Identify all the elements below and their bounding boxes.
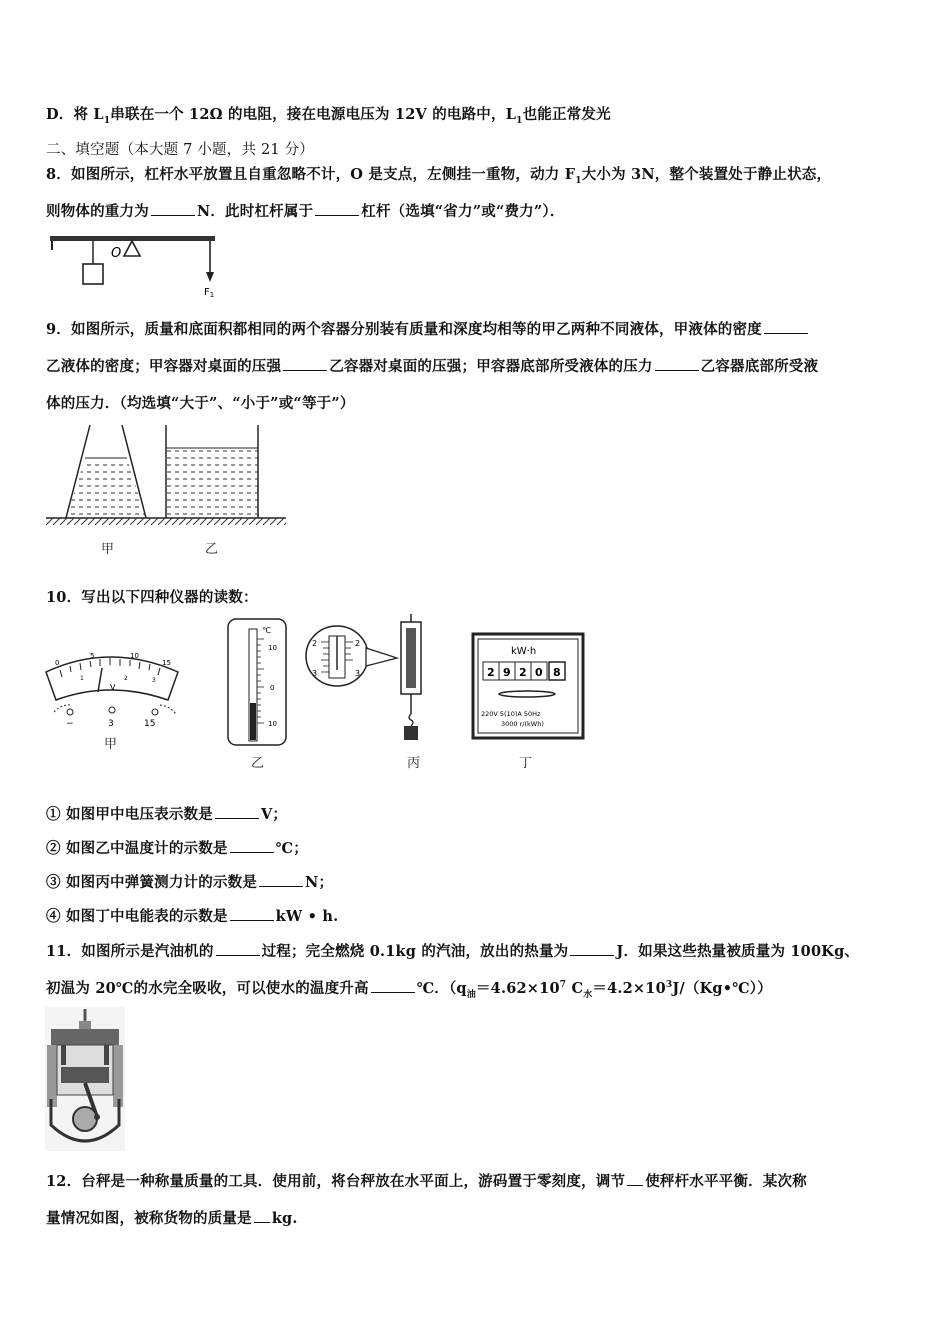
answer-blank[interactable]	[371, 980, 415, 993]
option-d-line: D．将 $L_1$串联在一个 12Ω 的电阻，接在电源电压为 12V 的电路中，$L_1$也能正常发光	[46, 106, 611, 126]
fulcrum-label: O	[111, 246, 122, 261]
answer-blank[interactable]	[627, 1173, 643, 1186]
answer-blank[interactable]	[254, 1210, 270, 1223]
svg-text:3000 r/(kWh): 3000 r/(kWh)	[501, 720, 544, 728]
q12-line1: 12．台秤是一种称量质量的工具．使用前，将台秤放在水平面上，游码置于零刻度，调节 使秤杆水平平衡．某次称	[46, 1173, 807, 1190]
container-jia	[66, 425, 146, 518]
meter-unit: kW·h	[511, 646, 537, 657]
lever-figure	[46, 228, 221, 298]
q9-line2: 乙液体的密度；甲容器对桌面的压强 乙容器对桌面的压强；甲容器底部所受液体的压力 乙容器底部所受液	[46, 358, 819, 375]
weight-box	[83, 264, 103, 284]
svg-text:220V 5(10)A 50Hz: 220V 5(10)A 50Hz	[481, 710, 541, 718]
q11-line2: 初温为 20℃的水完全吸收，可以使水的温度升高 ℃．（$q_油=4.62\times 10^7$ $C_水=4.2\times 10^3J/(Kg•℃)$）	[46, 980, 772, 1000]
q9-line1: 9．如图所示，质量和底面积都相同的两个容器分别装有质量和深度均相等的甲乙两种不同液体，甲液体的密度	[46, 318, 810, 339]
svg-text:3: 3	[355, 669, 361, 678]
svg-text:15: 15	[162, 659, 171, 667]
answer-blank[interactable]	[216, 943, 260, 956]
svg-text:0: 0	[55, 659, 60, 667]
caption-bing: 丙	[407, 756, 421, 771]
svg-text:5: 5	[90, 652, 95, 660]
meter-disc	[499, 691, 555, 697]
svg-text:℃: ℃	[262, 626, 271, 635]
svg-text:2: 2	[487, 666, 495, 679]
thermometer-column	[250, 703, 256, 740]
voltmeter-face	[46, 657, 178, 700]
answer-blank[interactable]	[570, 943, 614, 956]
svg-text:10: 10	[268, 720, 277, 728]
thermometer-figure	[226, 617, 290, 747]
spring-scale-figure	[305, 614, 445, 744]
svg-text:10: 10	[268, 644, 277, 652]
crankshaft	[73, 1107, 97, 1131]
svg-text:10: 10	[130, 652, 139, 660]
cylinder-head	[51, 1029, 119, 1045]
engine-figure	[45, 1007, 125, 1151]
caption-jia: 甲	[104, 737, 118, 752]
caption-yi: 乙	[205, 542, 219, 557]
svg-text:3: 3	[152, 677, 156, 684]
answer-blank[interactable]	[655, 358, 699, 371]
caption-jia: 甲	[101, 542, 115, 557]
svg-text:−: −	[66, 719, 74, 729]
force-label: $F_1$	[204, 287, 215, 298]
answer-blank[interactable]	[230, 840, 274, 853]
spark-plug	[79, 1021, 91, 1029]
fulcrum	[124, 241, 140, 256]
q10-answer-4: ④ 如图丁中电能表的示数是 kW • h.	[46, 908, 339, 925]
svg-text:1: 1	[80, 675, 84, 682]
svg-text:3: 3	[312, 669, 318, 678]
svg-text:8: 8	[553, 666, 561, 679]
container-yi	[166, 425, 258, 518]
svg-text:2: 2	[312, 639, 318, 648]
hanging-weight	[404, 726, 418, 740]
q8-line1: 8．如图所示，杠杆水平放置且自重忽略不计，O 是支点，左侧挂一重物，动力 $F_1$大小为 3N，整个装置处于静止状态，	[46, 166, 832, 186]
caption-ding: 丁	[519, 756, 533, 771]
answer-blank[interactable]	[283, 358, 327, 371]
svg-text:2: 2	[124, 675, 128, 682]
q10-title: 10．写出以下四种仪器的读数：	[46, 589, 258, 606]
voltmeter-figure	[40, 650, 190, 730]
answer-blank[interactable]	[230, 908, 274, 921]
q10-answer-3: ③ 如图丙中弹簧测力计的示数是 N；	[46, 874, 334, 891]
answer-blank[interactable]	[151, 203, 195, 216]
answer-blank[interactable]	[215, 806, 259, 819]
q8-line2: 则物体的重力为 N．此时杠杆属于 杠杆（选填“省力”或“费力”）．	[46, 203, 565, 220]
q10-answer-1: ① 如图甲中电压表示数是 V；	[46, 806, 288, 823]
terminal	[67, 709, 73, 715]
svg-text:0: 0	[535, 666, 543, 679]
q11-line1: 11．如图所示是汽油机的 过程；完全燃烧 0.1kg 的汽油，放出的热量为 J．如果这些热量被质量为 100Kg、	[46, 943, 860, 960]
svg-text:9: 9	[503, 666, 511, 679]
caption-yi: 乙	[251, 756, 265, 771]
terminal	[109, 707, 115, 713]
svg-text:2: 2	[355, 639, 361, 648]
svg-text:2: 2	[519, 666, 527, 679]
svg-text:15: 15	[144, 719, 156, 729]
answer-blank[interactable]	[764, 321, 808, 334]
q10-answer-2: ② 如图乙中温度计的示数是 ℃；	[46, 840, 308, 857]
voltmeter-unit: V	[110, 683, 116, 692]
q12-line2: 量情况如图，被称货物的质量是 kg.	[46, 1210, 298, 1227]
containers-figure	[46, 420, 296, 535]
section-title: 二、填空题（本大题 7 小题，共 21 分）	[46, 142, 315, 158]
svg-text:3: 3	[108, 719, 114, 729]
piston	[61, 1067, 109, 1083]
answer-blank[interactable]	[315, 203, 359, 216]
q9-line3: 体的压力．（均选填“大于”、“小于”或“等于”）	[46, 395, 355, 412]
meter-digits	[483, 662, 565, 680]
voltmeter-needle	[98, 668, 102, 692]
answer-blank[interactable]	[259, 874, 303, 887]
energy-meter-figure	[471, 632, 585, 740]
svg-text:0: 0	[270, 684, 275, 692]
terminal	[152, 709, 158, 715]
